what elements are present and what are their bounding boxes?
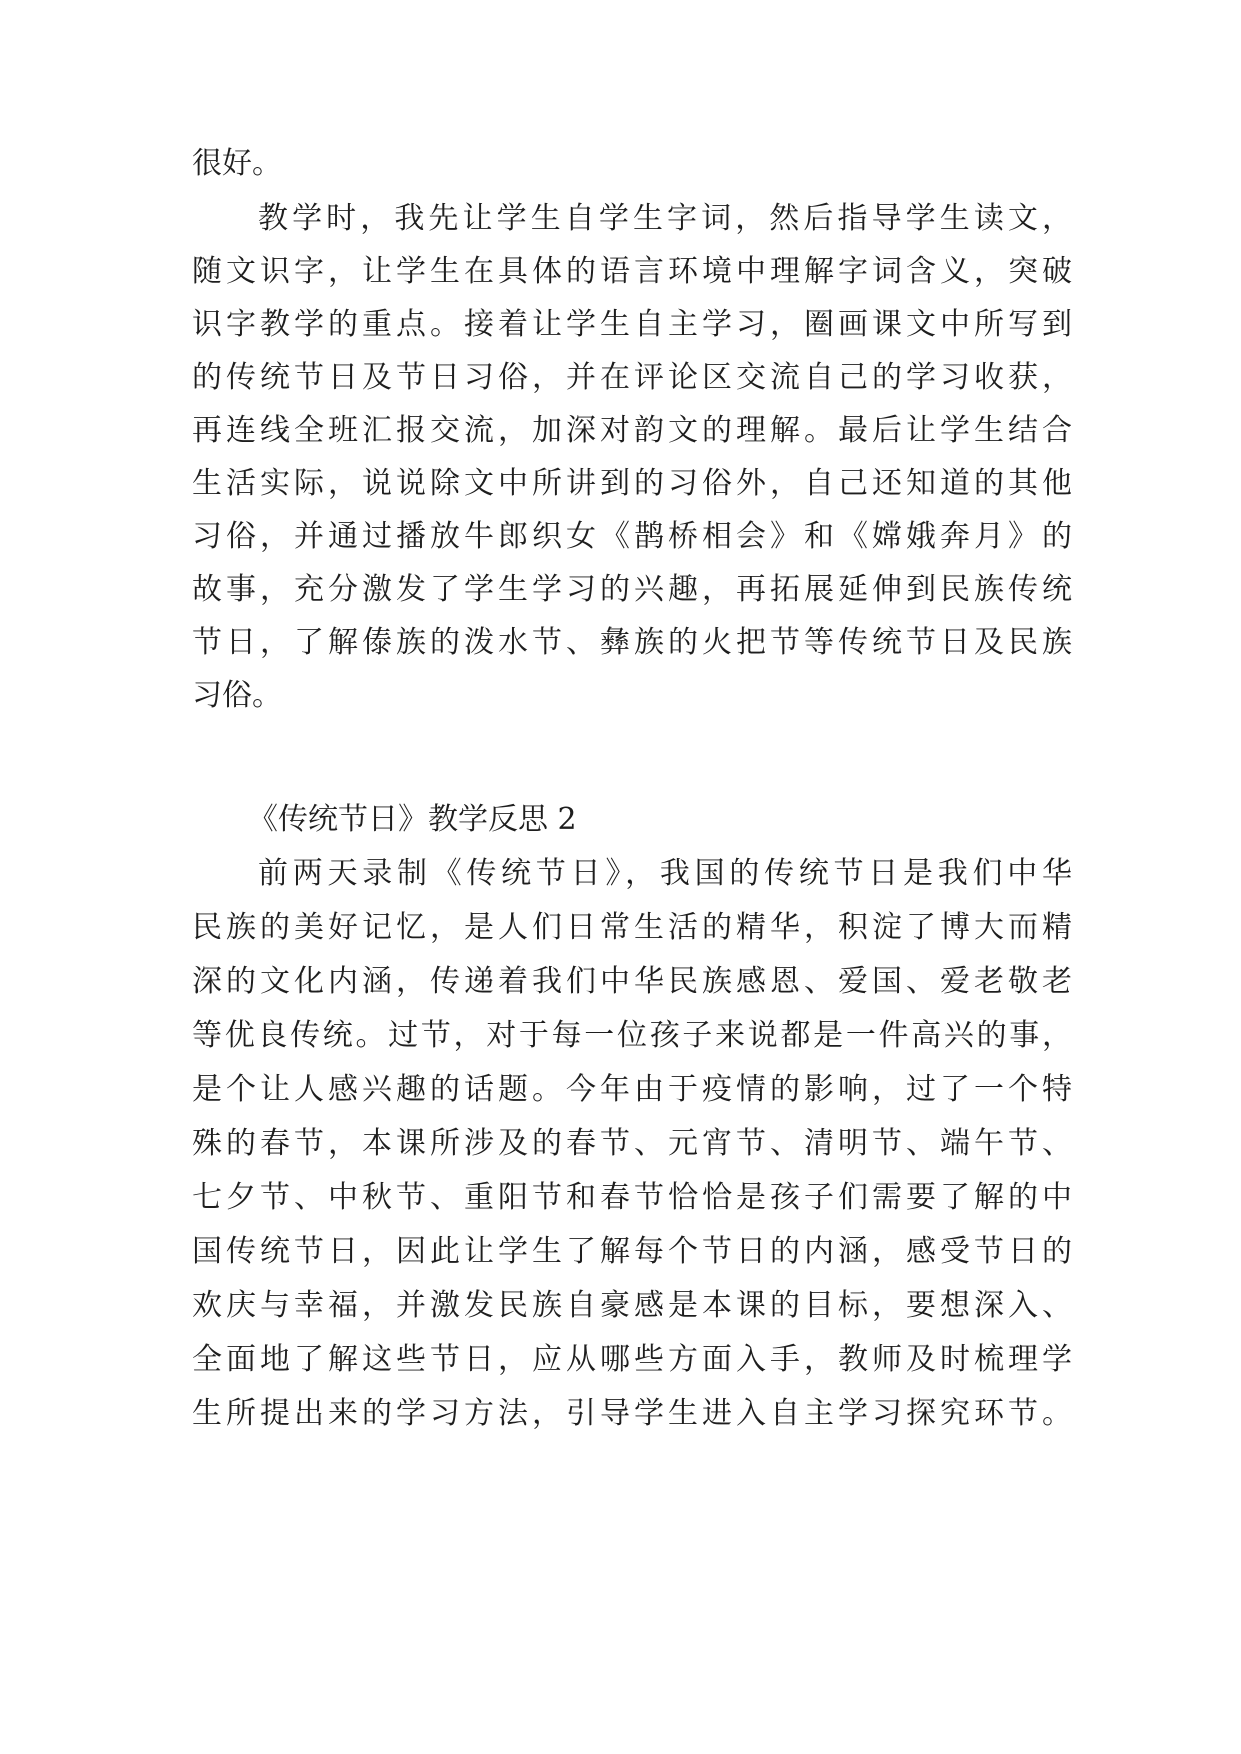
paragraph-line: 国传统节日，因此让学生了解每个节日的内涵，感受节日的 [192, 1234, 1072, 1269]
paragraph-line: 节日，了解傣族的泼水节、彝族的火把节等传统节日及民族 [192, 625, 1072, 660]
paragraph-line: 七夕节、中秋节、重阳节和春节恰恰是孩子们需要了解的中 [192, 1180, 1072, 1215]
paragraph-line: 全面地了解这些节日，应从哪些方面入手，教师及时梳理学 [192, 1342, 1072, 1377]
paragraph-line: 是个让人感兴趣的话题。今年由于疫情的影响，过了一个特 [192, 1072, 1072, 1107]
paragraph-line: 很好。 [192, 146, 282, 181]
paragraph-line: 深的文化内涵，传递着我们中华民族感恩、爱国、爱老敬老 [192, 964, 1072, 999]
section-heading: 《传统节日》教学反思 2 [248, 802, 577, 837]
paragraph-line: 民族的美好记忆，是人们日常生活的精华，积淀了博大而精 [192, 910, 1072, 945]
paragraph-line: 生所提出来的学习方法，引导学生进入自主学习探究环节。 [192, 1396, 1072, 1431]
paragraph-line: 识字教学的重点。接着让学生自主学习，圈画课文中所写到 [192, 307, 1072, 342]
paragraph-line: 殊的春节，本课所涉及的春节、元宵节、清明节、端午节、 [192, 1126, 1072, 1161]
paragraph-line: 教学时，我先让学生自学生字词，然后指导学生读文， [258, 201, 1072, 236]
paragraph-line: 再连线全班汇报交流，加深对韵文的理解。最后让学生结合 [192, 413, 1072, 448]
paragraph-line: 等优良传统。过节，对于每一位孩子来说都是一件高兴的事， [192, 1018, 1072, 1053]
paragraph-line: 欢庆与幸福，并激发民族自豪感是本课的目标，要想深入、 [192, 1288, 1072, 1323]
paragraph-line: 随文识字，让学生在具体的语言环境中理解字词含义，突破 [192, 254, 1072, 289]
paragraph-line: 习俗，并通过播放牛郎织女《鹊桥相会》和《嫦娥奔月》的 [192, 519, 1072, 554]
paragraph-line: 的传统节日及节日习俗，并在评论区交流自己的学习收获， [192, 360, 1072, 395]
paragraph-line: 习俗。 [192, 678, 282, 713]
paragraph-line: 生活实际，说说除文中所讲到的习俗外，自己还知道的其他 [192, 466, 1072, 501]
paragraph-line: 前两天录制《传统节日》，我国的传统节日是我们中华 [258, 856, 1072, 891]
paragraph-line: 故事，充分激发了学生学习的兴趣，再拓展延伸到民族传统 [192, 572, 1072, 607]
